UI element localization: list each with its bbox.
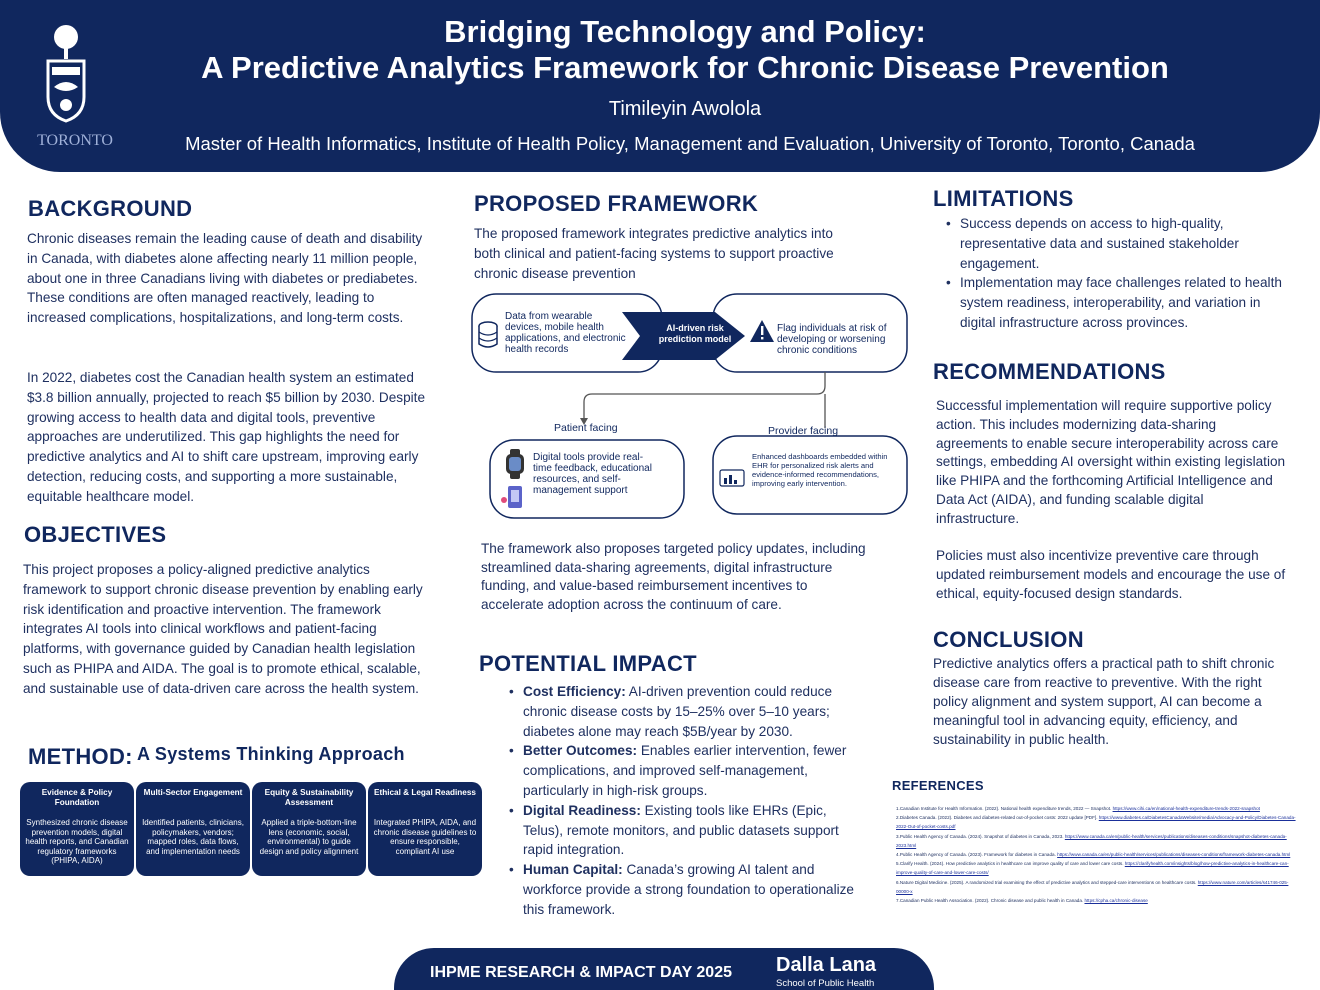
background-para1: Chronic diseases remain the leading cause of death and disability in Canada, with diabetes alone affecting nearly 11 million people, about one in three Canadians living with diabetes or prediabetes. These conditions are often managed reactively, leading to increased complications, hospitalizations, and long-term costs. <box>27 231 423 326</box>
conclusion-text: Predictive analytics offers a practical path to shift chronic disease care from reactive to preventive. With the right policy alignment and system support, AI can become a meaningful tool in advancing equity, efficiency, and sustainability in public health. <box>933 656 1275 747</box>
objectives-text: This project proposes a policy-aligned predictive analytics framework to support chronic disease prevention by enabling early risk identification and proactive intervention. The framework integrates AI tools into clinical workflows and patient-facing platforms, with governance guided by Canadian health legislation such as PHIPA and AIDA. The goal is to promote ethical, scalable, and sustainable use of data-driven care across the health system. <box>23 562 423 696</box>
reference-link[interactable]: https://www.canada.ca/en/public-health/services/publications/diseases-conditions/framework-diabetes-canada.html <box>1057 852 1291 858</box>
background-para2: In 2022, diabetes cost the Canadian health system an estimated $3.8 billion annually, projected to reach $5 billion by 2030. Despite growing access to health data and digital tools, preventive approaches are underutilized. This gap highlights the need for predictive analytics and AI to shift care upstream, improving early detection, reducing costs, and supporting a more sustainable, equitable healthcare model. <box>27 370 426 504</box>
reference-link[interactable]: https://www.diabetes.ca/DiabetesCanadaWebsite/media/Advocacy-and-Policy/Diabetes-Canada-2022-Out-of-pocket-costs.pdf <box>896 815 1296 830</box>
svg-text:TORONTO: TORONTO <box>37 132 113 149</box>
framework-flag: Flag individuals at risk of developing or worsening chronic conditions <box>777 323 887 356</box>
method-box-title: Equity & Sustainability Assessment <box>264 788 354 807</box>
references-heading: REFERENCES <box>892 778 984 793</box>
impact-item-digital: • Digital Readiness: Existing tools like EHRs (Epic, Telus), remote monitors, and public datasets support rapid integration. <box>509 801 854 860</box>
framework-data-sources: Data from wearable devices, mobile health applications, and electronic health records <box>505 311 626 355</box>
school-logo-text: Dalla Lana <box>776 954 877 976</box>
references-list <box>896 804 1296 905</box>
method-box-title: Ethical & Legal Readiness <box>374 788 476 797</box>
reference-item: 3.Public Health Agency of Canada. (2024). Snapshot of diabetes in Canada, 2023. https://www.canada.ca/en/public-health/services/publications/diseases-conditions/snapshot-diabetes-canada-2023.html <box>896 833 1287 848</box>
poster-header <box>0 0 1320 172</box>
method-heading: METHOD: <box>28 744 133 769</box>
reference-item: 6.Nature Digital Medicine. (2025). A randomized trial examining the effect of predictive analytics and stepped-care interventions on healthcare costs. https://www.nature.com/articles/s41746-025-00000-x <box>896 879 1289 894</box>
limitation-item: • Success depends on access to high-quality, representative data and sustained stakeholder engagement. <box>946 214 1291 273</box>
limitations-heading: LIMITATIONS <box>933 186 1074 211</box>
method-box-text: Applied a triple-bottom-line lens (economic, social, environmental) to guide design and policy alignment <box>259 818 359 856</box>
limitation-item: • Implementation may face challenges related to health system readiness, interoperability, and variation in digital infrastructure across provinces. <box>946 273 1291 332</box>
background-heading: BACKGROUND <box>28 196 193 221</box>
university-crest-logo <box>20 15 130 155</box>
patient-facing-text: Digital tools provide real-time feedback, educational resources, and self-management support <box>533 452 652 496</box>
recommendations-heading: RECOMMENDATIONS <box>933 359 1166 384</box>
reference-link[interactable]: https://www.canada.ca/en/public-health/services/publications/diseases-conditions/snapshot-diabetes-canada-2023.html <box>896 833 1287 848</box>
method-box-text: Integrated PHIPA, AIDA, and chronic disease guidelines to ensure responsible, compliant AI use <box>373 818 477 856</box>
method-box-engagement <box>136 782 250 876</box>
limitations-list <box>946 214 1291 333</box>
impact-item-human: • Human Capital: Canada’s growing AI talent and workforce provide a strong foundation to operationalize this framework. <box>509 860 854 919</box>
reference-link[interactable]: https://www.nature.com/articles/s41746-025-00000-x <box>896 879 1289 894</box>
impact-item-outcomes: • Better Outcomes: Enables earlier intervention, fewer complications, and improved self-management, particularly in high-risk groups. <box>509 741 854 800</box>
poster-title-line1: Bridging Technology and Policy: <box>444 14 926 49</box>
framework-heading: PROPOSED FRAMEWORK <box>474 191 759 216</box>
database-icon <box>479 322 497 347</box>
provider-facing-text: Enhanced dashboards embedded within EHR for personalized risk alerts and evidence-informed recommendations, improving early intervention. <box>752 452 888 488</box>
poster-title-line2: A Predictive Analytics Framework for Chronic Disease Prevention <box>201 50 1169 85</box>
impact-list <box>509 682 854 920</box>
reference-item: 7.Canadian Public Health Association. (2022). Chronic disease and public health in Canada. https://cpha.ca/chronic-disease <box>896 898 1148 904</box>
impact-item-cost: • Cost Efficiency: AI-driven prevention could reduce chronic disease costs by 15–25% over 5–10 years; diabetes alone may reach $5B/year by 2030. <box>509 682 854 741</box>
reference-link[interactable]: https://cpha.ca/chronic-disease <box>1084 898 1148 904</box>
poster-footer <box>394 948 934 990</box>
method-box-title: Multi-Sector Engagement <box>143 788 243 797</box>
reference-link[interactable]: https://www.cihi.ca/en/national-health-expenditure-trends-2022-snapshot <box>1112 806 1260 811</box>
method-box-title: Evidence & Policy Foundation <box>41 788 113 807</box>
event-name: IHPME RESEARCH & IMPACT DAY 2025 <box>430 964 732 981</box>
reference-item: 4.Public Health Agency of Canada. (2023). Framework for diabetes in Canada. https://www.canada.ca/en/public-health/services/publications/diseases-conditions/framework-diabetes-canada.html <box>896 852 1291 858</box>
impact-heading: POTENTIAL IMPACT <box>479 651 697 676</box>
reference-item: 1.Canadian Institute for Health Information. (2022). National health expenditure trends, 2022 — Snapshot. https://www.cihi.ca/en/national-health-expenditure-trends-2022-snapshot <box>896 806 1260 811</box>
method-box-equity <box>252 782 366 876</box>
patient-facing-label: Patient facing <box>554 422 618 434</box>
school-logo-subtext: School of Public Health <box>776 978 875 989</box>
method-box-text: Synthesized chronic disease prevention models, digital health reports, and Canadian regulatory frameworks (PHIPA, AIDA) <box>25 818 129 866</box>
reference-link[interactable]: https://clarifyhealth.com/insights/blog/how-predictive-analytics-in-healthcare-can-improve-quality-of-care-and-lower-care-costs/ <box>896 861 1289 876</box>
reference-item: 5.Clarify Health. (2024). How predictive analytics in healthcare can improve quality of care and lower care costs. https://clarifyhealth.com/insights/blog/how-predictive-analytics-in-healthcare-can-improve-quality-of-care-and-lower-care-costs/ <box>896 861 1289 876</box>
author-name: Timileyin Awolola <box>608 98 762 120</box>
method-subheading: A Systems Thinking Approach <box>137 744 405 764</box>
objectives-heading: OBJECTIVES <box>24 522 167 547</box>
recommendations-para2: Policies must also incentivize preventive care through updated reimbursement models and encourage the use of ethical, equity-focused design standards. <box>936 548 1286 601</box>
method-box-evidence <box>20 782 134 876</box>
reference-item: 2.Diabetes Canada. (2022). Diabetes and diabetes-related out-of-pocket costs: 2022 update [PDF]. https://www.diabetes.ca/DiabetesCanadaWebsite/media/Advocacy-and-Policy/Diabetes-Canada-2022-Out-of-pocket-costs.pdf <box>896 815 1296 830</box>
framework-intro: The proposed framework integrates predictive analytics into both clinical and patient-facing systems to support proactive chronic disease prevention <box>474 226 834 281</box>
framework-policy-text: The framework also proposes targeted policy updates, including streamlined data-sharing agreements, digital infrastructure funding, and value-based reimbursement incentives to accelerate adoption across the continuum of care. <box>481 541 866 612</box>
framework-model: AI-driven risk prediction model <box>658 323 732 344</box>
method-box-text: Identified patients, clinicians, policymakers, vendors; mapped roles, data flows, and implementation needs <box>142 818 244 856</box>
method-box-ethical <box>368 782 482 876</box>
author-affiliation: Master of Health Informatics, Institute of Health Policy, Management and Evaluation, University of Toronto, Toronto, Canada <box>185 133 1195 154</box>
recommendations-para1: Successful implementation will require supportive policy action. This includes modernizing data-sharing agreements to enable secure interoperability across care settings, embedding AI oversight within existing legislation like PHIPA and the forthcoming Artificial Intelligence and Data Act (AIDA), and funding scalable digital infrastructure. <box>936 398 1286 526</box>
conclusion-heading: CONCLUSION <box>933 627 1084 652</box>
provider-facing-label: Provider facing <box>768 425 839 437</box>
dashboard-icon <box>720 470 744 486</box>
